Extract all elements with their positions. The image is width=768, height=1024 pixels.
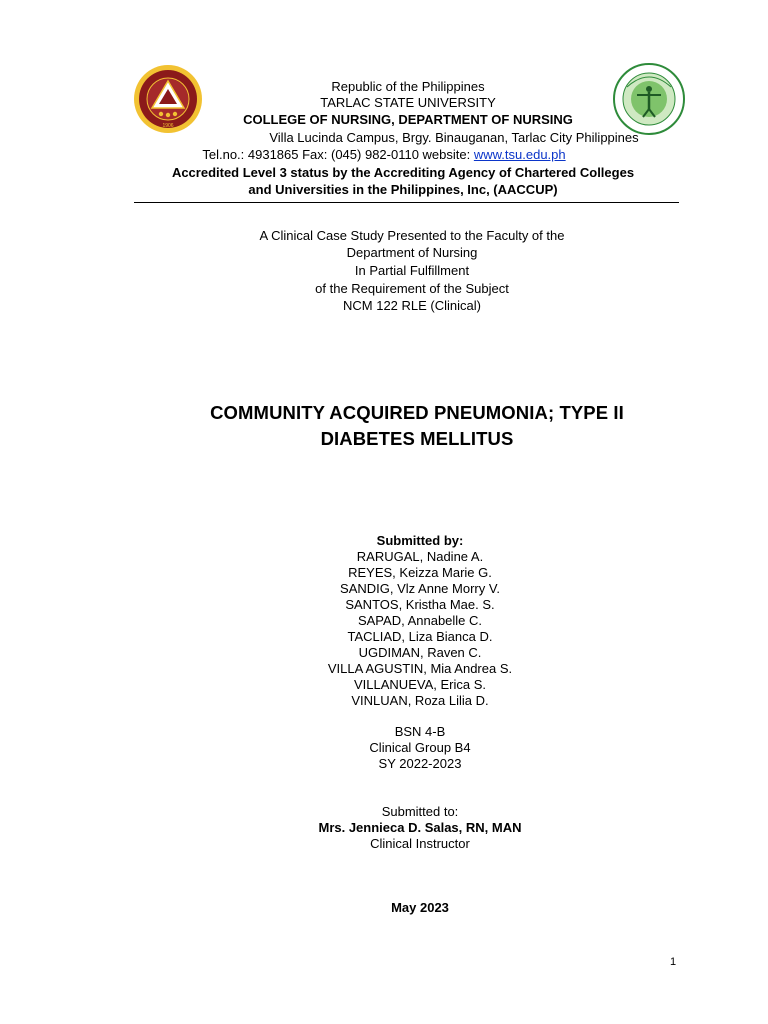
header-university: TARLAC STATE UNIVERSITY [320,95,496,110]
header-address: Villa Lucinda Campus, Brgy. Binauganan, Tarlac City Philippines [269,130,639,145]
student-name: UGDIMAN, Raven C. [358,645,482,660]
case-study-title-line-1: COMMUNITY ACQUIRED PNEUMONIA; TYPE II [210,402,624,423]
student-name: VILLA AGUSTIN, Mia Andrea S. [327,661,513,676]
clinical-group: Clinical Group B4 [369,740,471,755]
student-name: SAPAD, Annabelle C. [357,613,483,628]
submitted-by-label: Submitted by: [376,533,464,548]
student-name: TACLIAD, Liza Bianca D. [347,629,493,644]
student-name: SANDIG, Vlz Anne Morry V. [340,581,500,596]
header-accreditation-2: and Universities in the Philippines, Inc, (AACCUP) [248,182,558,197]
student-name: VILLANUEVA, Erica S. [354,677,486,692]
student-name: VINLUAN, Roza Lilia D. [351,693,489,708]
header-republic: Republic of the Philippines [331,79,485,94]
submitted-to-label: Submitted to: [381,804,459,819]
intro-line-5: NCM 122 RLE (Clinical) [343,298,481,313]
student-name: SANTOS, Kristha Mae. S. [345,597,495,612]
intro-line-4: of the Requirement of the Subject [315,281,509,296]
student-name: RARUGAL, Nadine A. [356,549,484,564]
header-divider [134,202,679,203]
intro-line-3: In Partial Fulfillment [354,263,470,278]
student-name: REYES, Keizza Marie G. [348,565,492,580]
submission-date: May 2023 [391,900,449,915]
intro-line-1: A Clinical Case Study Presented to the Faculty of the [259,228,565,243]
website-link[interactable]: www.tsu.edu.ph [473,147,566,162]
school-year: SY 2022-2023 [378,756,462,771]
header-accreditation-1: Accredited Level 3 status by the Accrediting Agency of Chartered Colleges [171,165,635,180]
header-contact-text: Tel.no.: 4931865 Fax: (045) 982-0110 website: [202,147,474,162]
instructor-name: Mrs. Jennieca D. Salas, RN, MAN [318,820,522,835]
intro-line-2: Department of Nursing [346,245,478,260]
case-study-title-line-2: DIABETES MELLITUS [320,428,514,449]
course-section: BSN 4-B [394,724,446,739]
header-contact [0,147,768,163]
header-college: COLLEGE OF NURSING, DEPARTMENT OF NURSING [243,112,573,127]
svg-text:1906: 1906 [162,123,174,129]
page-number: 1 [670,956,677,968]
instructor-role: Clinical Instructor [370,836,470,851]
